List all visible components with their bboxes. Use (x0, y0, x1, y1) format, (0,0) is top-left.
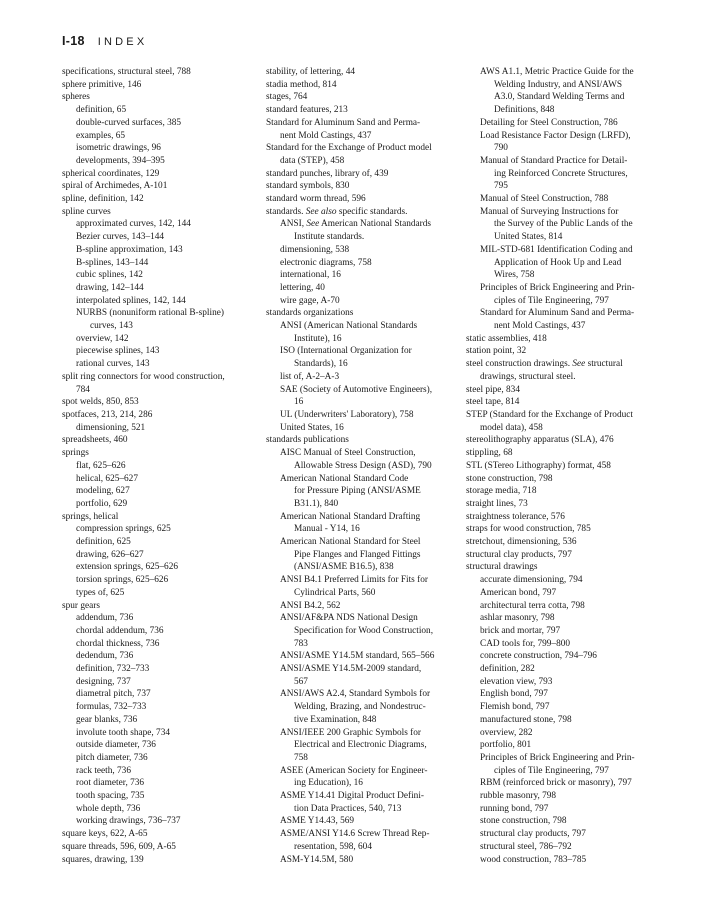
index-entry: nent Mold Castings, 437 (494, 321, 586, 332)
index-entry: drawings, structural steel. (480, 371, 576, 382)
index-entry: lettering, 40 (280, 282, 325, 293)
index-entry: ISO (International Organization for (280, 346, 412, 357)
index-entry: compression springs, 625 (76, 524, 171, 535)
index-entry: isometric drawings, 96 (76, 143, 161, 154)
index-entry: elevation view, 793 (480, 676, 553, 687)
index-entry: square keys, 622, A-65 (62, 829, 148, 840)
index-entry: ASM-Y14.5M, 580 (280, 854, 354, 865)
index-entry: extension springs, 625–626 (76, 562, 179, 573)
index-entry: dimensioning, 521 (76, 422, 146, 433)
index-entry: B-splines, 143–144 (76, 257, 149, 268)
index-entry: electronic diagrams, 758 (280, 257, 372, 268)
index-entry: stages, 764 (266, 92, 308, 103)
index-entry: Load Resistance Factor Design (LRFD), (480, 130, 631, 141)
index-entry: formulas, 732–733 (76, 702, 147, 713)
index-entry: Principles of Brick Engineering and Prin- (480, 752, 635, 763)
index-entry: concrete construction, 794–796 (480, 651, 597, 662)
index-entry: straightness tolerance, 576 (466, 511, 565, 522)
index-entry: stretchout, dimensioning, 536 (466, 537, 577, 548)
index-entry: overview, 142 (76, 333, 129, 344)
index-entry: wood construction, 783–785 (480, 854, 587, 865)
index-entry: chordal addendum, 736 (76, 625, 164, 636)
index-entry: definition, 732–733 (76, 664, 150, 675)
index-entry: storage media, 718 (466, 486, 537, 497)
index-entry: dimensioning, 538 (280, 244, 350, 255)
index-entry: ing Education), 16 (294, 778, 363, 789)
index-entry: wire gage, A-70 (280, 295, 340, 306)
index-entry: station point, 32 (466, 346, 527, 357)
index-entry: spheres (62, 92, 90, 103)
index-entry: portfolio, 801 (480, 740, 532, 751)
index-entry: NURBS (nonuniform rational B-spline) (76, 308, 224, 319)
index-column-1 (62, 66, 262, 866)
index-entry: United States, 814 (494, 232, 563, 243)
index-entry: standard symbols, 830 (266, 181, 350, 192)
index-entry: AISC Manual of Steel Construction, (280, 448, 416, 459)
index-entry: spot welds, 850, 853 (62, 397, 139, 408)
index-entry: ANSI, See American National Standards (280, 219, 432, 230)
index-entry: UL (Underwriters' Laboratory), 758 (280, 409, 414, 420)
index-entry: B31.1), 840 (294, 498, 339, 509)
index-entry: definition, 65 (76, 105, 127, 116)
index-entry: ANSI/AF&PA NDS National Design (280, 613, 418, 624)
index-entry: Bezier curves, 143–144 (76, 232, 165, 243)
index-entry: examples, 65 (76, 130, 126, 141)
index-entry: (ANSI/ASME B16.5), 838 (294, 562, 394, 573)
index-entry: nent Mold Castings, 437 (280, 130, 372, 141)
index-entry: Standard for Aluminum Sand and Perma- (266, 117, 421, 128)
index-entry: data (STEP), 458 (280, 155, 345, 166)
index-entry: Welding, Brazing, and Nondestruc- (294, 702, 426, 713)
index-entry: split ring connectors for wood construction, (62, 371, 225, 382)
index-entry: springs, helical (62, 511, 119, 522)
index-entry: ANSI (American National Standards (280, 321, 418, 332)
index-entry: diametral pitch, 737 (76, 689, 151, 700)
index-entry: curves, 143 (90, 321, 133, 332)
index-entry: architectural terra cotta, 798 (480, 600, 585, 611)
index-entry: approximated curves, 142, 144 (76, 219, 191, 230)
index-entry: definition, 625 (76, 537, 131, 548)
index-entry: steel tape, 814 (466, 397, 520, 408)
index-entry: 16 (294, 397, 304, 408)
index-entry: spherical coordinates, 129 (62, 168, 160, 179)
index-entry: square threads, 596, 609, A-65 (62, 841, 176, 852)
index-entry: Welding Industry, and ANSI/AWS (494, 79, 623, 90)
index-entry: ashlar masonry, 798 (480, 613, 555, 624)
index-entry: American bond, 797 (480, 587, 557, 598)
index-entry: Standards), 16 (294, 359, 348, 370)
index-entry: structural drawings (466, 562, 538, 573)
index-entry: brick and mortar, 797 (480, 625, 561, 636)
index-entry: structural steel, 786–792 (480, 841, 572, 852)
index-entry: Institute), 16 (294, 333, 342, 344)
index-entry: ANSI B4.2, 562 (280, 600, 341, 611)
index-entry: sphere primitive, 146 (62, 79, 142, 90)
index-entry: definition, 282 (480, 664, 535, 675)
index-entry: Manual - Y14, 16 (294, 524, 360, 535)
index-entry: involute tooth shape, 734 (76, 727, 170, 738)
index-entry: addendum, 736 (76, 613, 134, 624)
index-entry: ciples of Tile Engineering, 797 (494, 765, 609, 776)
page-header (62, 34, 147, 50)
index-entry: static assemblies, 418 (466, 333, 547, 344)
index-entry: torsion springs, 625–626 (76, 575, 169, 586)
index-entry: standards organizations (266, 308, 354, 319)
index-entry: 795 (494, 181, 508, 192)
index-entry: standard punches, library of, 439 (266, 168, 389, 179)
index-entry: Manual of Steel Construction, 788 (480, 194, 609, 205)
index-entry: stone construction, 798 (480, 816, 567, 827)
index-entry: AWS A1.1, Metric Practice Guide for the (480, 67, 634, 77)
index-entry: MIL-STD-681 Identification Coding and (480, 244, 633, 255)
index-entry: Definitions, 848 (494, 105, 555, 116)
index-entry: international, 16 (280, 270, 341, 281)
index-entry: ANSI/ASME Y14.5M standard, 565–566 (280, 651, 435, 662)
index-entry: United States, 16 (280, 422, 344, 433)
index-entry: B-spline approximation, 143 (76, 244, 183, 255)
index-entry: resentation, 598, 604 (294, 841, 372, 852)
index-entry: Detailing for Steel Construction, 786 (480, 117, 618, 128)
index-entry: STEP (Standard for the Exchange of Product (466, 409, 633, 420)
index-entry: ASEE (American Society for Engineer- (280, 765, 428, 776)
index-entry: standard features, 213 (266, 105, 348, 116)
index-entry: the Survey of the Public Lands of the (494, 219, 633, 230)
index-entry: spotfaces, 213, 214, 286 (62, 409, 153, 420)
index-entry: RBM (reinforced brick or masonry), 797 (480, 778, 632, 789)
index-entry: list of, A-2–A-3 (280, 371, 340, 382)
index-entry: Flemish bond, 797 (480, 702, 550, 713)
index-entry: stadia method, 814 (266, 79, 337, 90)
index-entry: dedendum, 736 (76, 651, 134, 662)
index-entry: Application of Hook Up and Lead (494, 257, 622, 268)
index-entry: tion Data Practices, 540, 713 (294, 803, 402, 814)
index-entry: structural clay products, 797 (480, 829, 586, 840)
index-entry: ANSI/IEEE 200 Graphic Symbols for (280, 727, 421, 738)
index-entry: model data), 458 (480, 422, 543, 433)
index-entry: gear blanks, 736 (76, 714, 138, 725)
index-entry: straight lines, 73 (466, 498, 528, 509)
index-entry: drawing, 142–144 (76, 282, 144, 293)
index-entry: STL (STereo Lithography) format, 458 (466, 460, 611, 471)
index-entry: ing Reinforced Concrete Structures, (494, 168, 628, 179)
index-entry: ANSI/ASME Y14.5M-2009 standard, (280, 664, 422, 675)
index-entry: types of, 625 (76, 587, 125, 598)
index-entry: ANSI/AWS A2.4, Standard Symbols for (280, 689, 431, 700)
index-entry: CAD tools for, 799–800 (480, 638, 571, 649)
index-entry: ciples of Tile Engineering, 797 (494, 295, 609, 306)
index-entry: steel construction drawings. See structural (466, 359, 623, 370)
index-entry: tive Examination, 848 (294, 714, 377, 725)
index-entry: rack teeth, 736 (76, 765, 131, 776)
index-entry: flat, 625–626 (76, 460, 126, 471)
index-entry: Institute standards. (294, 232, 365, 243)
index-entry: 783 (294, 638, 308, 649)
index-entry: working drawings, 736–737 (76, 816, 181, 827)
index-entry: accurate dimensioning, 794 (480, 575, 583, 586)
index-entry: standards publications (266, 435, 349, 446)
index-entry: springs (62, 448, 89, 459)
index-entry: spreadsheets, 460 (62, 435, 128, 446)
index-entry: modeling, 627 (76, 486, 130, 497)
index-entry: English bond, 797 (480, 689, 548, 700)
index-entry: stability, of lettering, 44 (266, 67, 355, 77)
index-entry: overview, 282 (480, 727, 533, 738)
index-entry: double-curved surfaces, 385 (76, 117, 182, 128)
index-entry: specifications, structural steel, 788 (62, 67, 191, 77)
index-entry: rational curves, 143 (76, 359, 150, 370)
index-entry: Specification for Wood Construction, (294, 625, 434, 636)
index-entry: whole depth, 736 (76, 803, 141, 814)
index-entry: 758 (294, 752, 308, 763)
index-entry: 790 (494, 143, 508, 154)
index-entry: American National Standard for Steel (280, 537, 421, 548)
index-entry: designing, 737 (76, 676, 131, 687)
index-entry: Standard for the Exchange of Product model (266, 143, 432, 154)
index-entry: SAE (Society of Automotive Engineers), (280, 384, 433, 395)
index-entry: rubble masonry, 798 (480, 791, 557, 802)
index-entry: stone construction, 798 (466, 473, 553, 484)
index-entry: interpolated splines, 142, 144 (76, 295, 186, 306)
index-entry: chordal thickness, 736 (76, 638, 160, 649)
index-entry: standards. See also specific standards. (266, 206, 408, 217)
index-entry: for Pressure Piping (ANSI/ASME (294, 486, 421, 497)
index-entry: Standard for Aluminum Sand and Perma- (480, 308, 635, 319)
index-entry: American National Standard Code (280, 473, 409, 484)
index-entry: portfolio, 629 (76, 498, 128, 509)
index-entry: ANSI B4.1 Preferred Limits for Fits for (280, 575, 428, 586)
index-entry: root diameter, 736 (76, 778, 145, 789)
index-entry: tooth spacing, 735 (76, 791, 145, 802)
index-entry: standard worm thread, 596 (266, 194, 366, 205)
index-entry: squares, drawing, 139 (62, 854, 144, 865)
index-entry: outside diameter, 736 (76, 740, 156, 751)
index-entry: spline, definition, 142 (62, 194, 144, 205)
index-entry: straps for wood construction, 785 (466, 524, 591, 535)
index-entry: helical, 625–627 (76, 473, 138, 484)
index-entry: ASME/ANSI Y14.6 Screw Thread Rep- (280, 829, 430, 840)
index-entry: spline curves (62, 206, 111, 217)
index-entry: Allowable Stress Design (ASD), 790 (294, 460, 432, 471)
index-entry: 567 (294, 676, 308, 687)
index-entry: developments, 394–395 (76, 155, 165, 166)
index-column-2 (266, 66, 478, 866)
index-entry: structural clay products, 797 (466, 549, 572, 560)
index-entry: stippling, 68 (466, 448, 513, 459)
index-entry: spiral of Archimedes, A-101 (62, 181, 168, 192)
index-entry: pitch diameter, 736 (76, 752, 148, 763)
index-entry: stereolithography apparatus (SLA), 476 (466, 435, 614, 446)
index-entry: Wires, 758 (494, 270, 535, 281)
index-entry: A3.0, Standard Welding Terms and (494, 92, 625, 103)
index-column-3 (466, 66, 680, 866)
index-entry: cubic splines, 142 (76, 270, 143, 281)
index-entry: drawing, 626–627 (76, 549, 144, 560)
index-entry: 784 (76, 384, 90, 395)
index-entry: ASME Y14.43, 569 (280, 816, 355, 827)
index-entry: ASME Y14.41 Digital Product Defini- (280, 791, 425, 802)
index-entry: Manual of Standard Practice for Detail- (480, 155, 628, 166)
index-entry: Manual of Surveying Instructions for (480, 206, 619, 217)
page-number: I-18 (62, 34, 85, 48)
index-entry: spur gears (62, 600, 100, 611)
index-entry: Cylindrical Parts, 560 (294, 587, 376, 598)
running-head: INDEX (97, 36, 148, 48)
index-entry: American National Standard Drafting (280, 511, 421, 522)
index-entry: Electrical and Electronic Diagrams, (294, 740, 427, 751)
index-entry: Pipe Flanges and Flanged Fittings (294, 549, 421, 560)
index-entry: Principles of Brick Engineering and Prin- (480, 282, 635, 293)
index-entry: running bond, 797 (480, 803, 549, 814)
index-entry: steel pipe, 834 (466, 384, 520, 395)
index-entry: manufactured stone, 798 (480, 714, 572, 725)
index-entry: piecewise splines, 143 (76, 346, 160, 357)
